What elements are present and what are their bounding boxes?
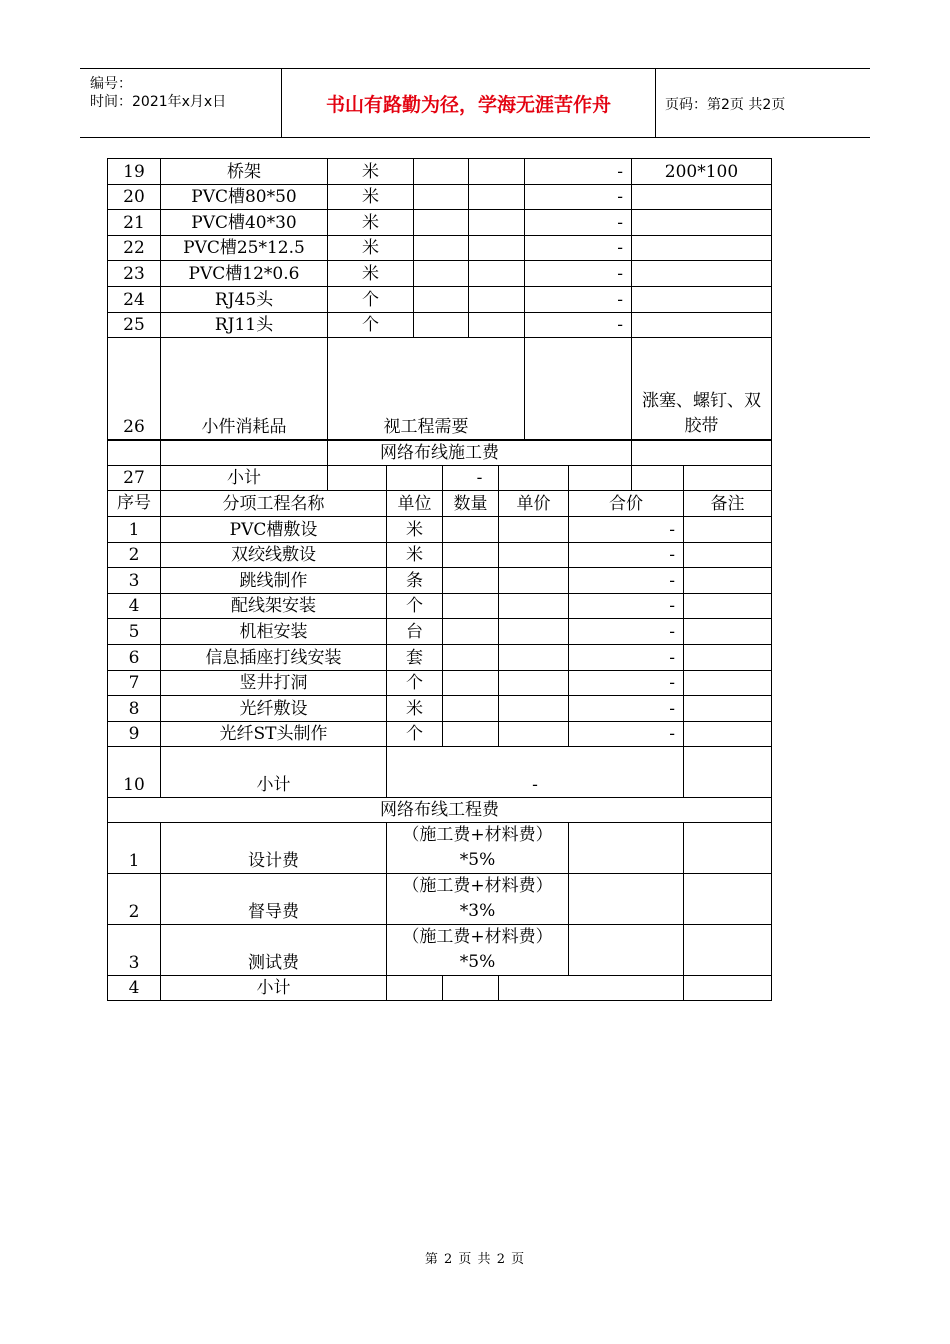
qty-cell (414, 235, 469, 261)
item-unit: 米 (387, 542, 443, 568)
row-number: 27 (108, 440, 161, 491)
table-row (108, 159, 772, 185)
subtotal-label: 小计 (161, 976, 387, 1001)
note-cell (684, 925, 772, 976)
table-row (108, 798, 772, 823)
row-number: 25 (108, 312, 161, 338)
item-note (632, 312, 772, 338)
price-cell (499, 670, 569, 696)
subtotal-label: 小计 (161, 440, 328, 491)
qty-cell (443, 721, 499, 747)
table-row (108, 925, 772, 976)
construction-table (107, 440, 772, 1001)
serial-label: 编号： (90, 76, 132, 92)
construction-table-body (108, 441, 772, 1001)
item-name: 竖井打洞 (161, 670, 387, 696)
item-name: 小件消耗品 (161, 338, 328, 440)
total-cell: - (569, 644, 684, 670)
row-number: 26 (108, 338, 161, 440)
row-number: 2 (108, 542, 161, 568)
empty-cell (443, 976, 499, 1001)
item-unit: 个 (387, 721, 443, 747)
price-cell (499, 568, 569, 594)
subtotal-label: 小计 (161, 747, 387, 798)
total-cell: - (525, 235, 632, 261)
total-cell: - (525, 210, 632, 236)
price-cell (469, 159, 525, 185)
qty-cell (443, 619, 499, 645)
item-unit: 台 (387, 619, 443, 645)
subtotal-value: - (387, 747, 684, 798)
price-cell (469, 312, 525, 338)
item-name: 桥架 (161, 159, 328, 185)
header-divider (655, 69, 656, 137)
item-note (632, 210, 772, 236)
empty-cell (684, 747, 772, 798)
price-cell (499, 619, 569, 645)
fee-formula: （施工费+材料费）*3% (387, 874, 569, 925)
item-note (632, 261, 772, 287)
row-number: 8 (108, 696, 161, 722)
table-row (108, 644, 772, 670)
construction-title: 网络布线施工费 (108, 441, 772, 466)
price-cell (469, 210, 525, 236)
row-number: 2 (108, 874, 161, 925)
item-name: 信息插座打线安装 (161, 644, 387, 670)
price-cell (499, 696, 569, 722)
item-note (632, 286, 772, 312)
item-name: 光纤敷设 (161, 696, 387, 722)
table-row (108, 286, 772, 312)
qty-cell (414, 184, 469, 210)
item-unit: 米 (328, 210, 414, 236)
total-cell (569, 823, 684, 874)
item-unit: 米 (387, 517, 443, 543)
item-name: 测试费 (161, 925, 387, 976)
header-note: 备注 (684, 466, 772, 517)
total-cell: - (525, 286, 632, 312)
table-row (108, 184, 772, 210)
table-row (108, 235, 772, 261)
qty-cell (443, 670, 499, 696)
qty-cell (414, 312, 469, 338)
header-qty: 数量 (443, 466, 499, 517)
header-price: 单价 (499, 466, 569, 517)
table-row (108, 823, 772, 874)
item-name: 机柜安装 (161, 619, 387, 645)
row-number: 9 (108, 721, 161, 747)
note-cell (684, 670, 772, 696)
row-number: 21 (108, 210, 161, 236)
table-row (108, 312, 772, 338)
price-cell (499, 644, 569, 670)
item-note: 200*100 (632, 159, 772, 185)
qty-cell (443, 696, 499, 722)
qty-cell (414, 261, 469, 287)
row-number: 3 (108, 568, 161, 594)
price-cell (469, 261, 525, 287)
row-number: 22 (108, 235, 161, 261)
total-cell: - (569, 517, 684, 543)
row-number: 4 (108, 593, 161, 619)
total-cell: - (525, 159, 632, 185)
qty-cell (414, 210, 469, 236)
table-row (108, 721, 772, 747)
item-note (632, 235, 772, 261)
total-cell: - (525, 261, 632, 287)
empty-cell (684, 976, 772, 1001)
row-number: 23 (108, 261, 161, 287)
note-cell (684, 874, 772, 925)
qty-cell (414, 159, 469, 185)
item-name: PVC槽40*30 (161, 210, 328, 236)
note-cell (684, 644, 772, 670)
qty-cell (443, 593, 499, 619)
item-remark: 视工程需要 (328, 338, 525, 440)
item-unit: 个 (328, 286, 414, 312)
row-number: 10 (108, 747, 161, 798)
item-name: 配线架安装 (161, 593, 387, 619)
row-number: 6 (108, 644, 161, 670)
page-footer: 第 2 页 共 2 页 (424, 1252, 526, 1267)
note-cell (684, 823, 772, 874)
table-row (108, 696, 772, 722)
item-unit: 套 (387, 644, 443, 670)
price-cell (469, 286, 525, 312)
row-number: 7 (108, 670, 161, 696)
item-name: PVC槽12*0.6 (161, 261, 328, 287)
qty-cell (443, 517, 499, 543)
item-unit: 米 (387, 696, 443, 722)
total-cell: - (525, 312, 632, 338)
price-cell (499, 593, 569, 619)
table-header-row (108, 466, 772, 517)
total-cell: - (569, 593, 684, 619)
table-row (108, 874, 772, 925)
total-cell: - (569, 670, 684, 696)
item-name: 双绞线敷设 (161, 542, 387, 568)
total-cell: - (569, 619, 684, 645)
item-name: PVC槽80*50 (161, 184, 328, 210)
item-name: 设计费 (161, 823, 387, 874)
row-number: 1 (108, 823, 161, 874)
total-cell: - (525, 184, 632, 210)
item-unit: 米 (328, 261, 414, 287)
empty-cell (387, 976, 443, 1001)
table-row (108, 976, 772, 1001)
total-cell: - (569, 721, 684, 747)
header-no: 序号 (108, 466, 161, 517)
fee-formula: （施工费+材料费）*5% (387, 925, 569, 976)
table-row (108, 619, 772, 645)
total-cell: - (569, 542, 684, 568)
qty-cell (443, 542, 499, 568)
header-unit: 单位 (387, 466, 443, 517)
qty-cell (443, 568, 499, 594)
item-name: 跳线制作 (161, 568, 387, 594)
empty-cell (499, 976, 684, 1001)
table-row (108, 593, 772, 619)
table-row (108, 338, 772, 440)
price-cell (499, 517, 569, 543)
table-row (108, 517, 772, 543)
row-number: 3 (108, 925, 161, 976)
table-row (108, 747, 772, 798)
header-motto: 书山有路勤为径，学海无涯苦作舟 (325, 93, 611, 116)
price-cell (469, 184, 525, 210)
table-row (108, 210, 772, 236)
table-row (108, 542, 772, 568)
row-number: 20 (108, 184, 161, 210)
page-header (80, 68, 870, 138)
price-cell (469, 235, 525, 261)
item-note: 涨塞、螺钉、双胶带 (632, 338, 772, 440)
item-name: 光纤ST头制作 (161, 721, 387, 747)
total-cell (569, 874, 684, 925)
note-cell (684, 593, 772, 619)
empty-cell (525, 338, 632, 440)
qty-cell (443, 644, 499, 670)
item-unit: 条 (387, 568, 443, 594)
item-unit: 米 (328, 184, 414, 210)
item-unit: 米 (328, 159, 414, 185)
note-cell (684, 619, 772, 645)
total-cell (569, 925, 684, 976)
item-unit: 个 (387, 593, 443, 619)
header-name: 分项工程名称 (161, 466, 387, 517)
time-label: 时间：2021年x月x日 (90, 94, 227, 110)
note-cell (684, 721, 772, 747)
note-cell (684, 568, 772, 594)
price-cell (499, 721, 569, 747)
item-unit: 个 (328, 312, 414, 338)
total-cell: - (569, 696, 684, 722)
table-row (108, 261, 772, 287)
header-total: 合价 (569, 466, 684, 517)
fee-formula: （施工费+材料费）*5% (387, 823, 569, 874)
item-note (632, 184, 772, 210)
item-name: PVC槽25*12.5 (161, 235, 328, 261)
qty-cell (414, 286, 469, 312)
engineering-title: 网络布线工程费 (108, 798, 772, 823)
total-cell: - (569, 568, 684, 594)
subtotal-value: - (328, 440, 632, 491)
table-row (108, 441, 772, 466)
note-cell (684, 696, 772, 722)
row-number: 5 (108, 619, 161, 645)
note-cell (684, 542, 772, 568)
item-name: RJ11头 (161, 312, 328, 338)
item-unit: 米 (328, 235, 414, 261)
row-number: 19 (108, 159, 161, 185)
row-number: 24 (108, 286, 161, 312)
page-info: 页码：第2页 共2页 (665, 97, 786, 113)
item-name: RJ45头 (161, 286, 328, 312)
row-number: 1 (108, 517, 161, 543)
item-name: PVC槽敷设 (161, 517, 387, 543)
row-number: 4 (108, 976, 161, 1001)
table-row (108, 670, 772, 696)
note-cell (684, 517, 772, 543)
price-cell (499, 542, 569, 568)
item-unit: 个 (387, 670, 443, 696)
table-row (108, 568, 772, 594)
item-name: 督导费 (161, 874, 387, 925)
